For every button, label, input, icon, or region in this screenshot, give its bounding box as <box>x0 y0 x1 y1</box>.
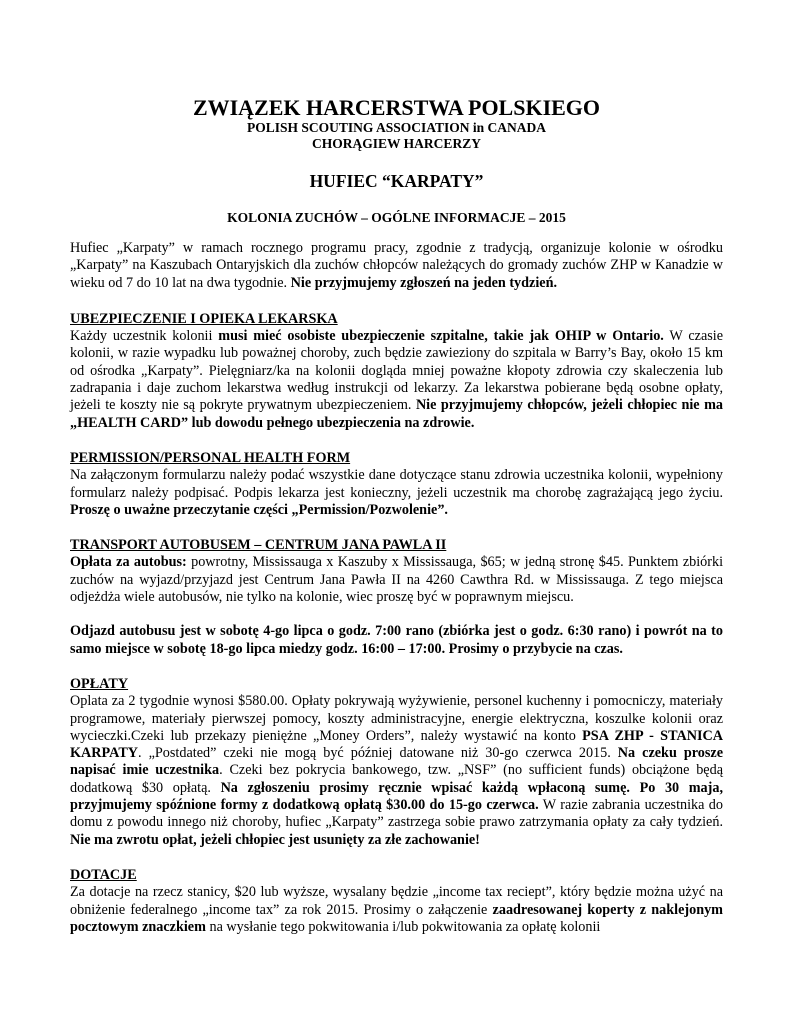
intro-text: Hufiec „Karpaty” w ramach rocznego programu pracy, zgodnie z tradycją, organizuje kolonie w ośrodku „Karpaty” na Kaszubach Ontaryjskich dla zuchów chłopców należących do gromady zuchów ZHP w Kanadzie w wieku od 7 do 10 lat na dwa tygodnie. <box>70 240 723 291</box>
insurance-text-1: Każdy uczestnik kolonii <box>70 328 219 345</box>
fees-bold-2: Na czeku prosze napisać imie uczestnika <box>70 745 723 779</box>
transport-paragraph <box>70 554 723 606</box>
permission-paragraph <box>70 467 723 519</box>
fees-text-2: . „Postdated” czeki nie mogą być później datowane niż 30-go czerwca 2015. <box>138 745 618 762</box>
permission-heading: PERMISSION/PERSONAL HEALTH FORM <box>70 449 351 466</box>
donations-paragraph <box>70 884 723 936</box>
transport-schedule: Odjazd autobusu jest w sobotę 4-go lipca o godz. 7:00 rano (zbiórka jest o godz. 6:30 rano) i powrót na to samo miejsce w sobotę 18-go lipca miedzy godz. 16:00 – 17:00. Prosimy o przybycie na czas. <box>70 623 723 657</box>
insurance-section <box>70 310 723 432</box>
fees-bold-3: Na zgłoszeniu prosimy ręcznie wpisać każdą wpłaconą sumę. Po 30 maja, przyjmujemy spóźnione formy z dodatkową opłatą $30.00 do 15-go czerwca. <box>70 779 724 814</box>
insurance-bold-2: Nie przyjmujemy chłopców, jeżeli chłopiec nie ma „HEALTH CARD” lub dowodu pełnego ubezpieczenia na zdrowie. <box>70 397 723 431</box>
kolonia-title: KOLONIA ZUCHÓW – OGÓLNE INFORMACJE – 2015 <box>227 210 566 225</box>
fees-bold-4: Nie ma zwrotu opłat, jeżeli chłopiec jest usunięty za złe zachowanie! <box>70 831 480 848</box>
organization-subtitle-choragiew: CHORĄGIEW HARCERZY <box>312 136 481 151</box>
intro-paragraph <box>70 240 723 292</box>
donations-heading: DOTACJE <box>70 866 137 883</box>
fees-text-3: . Czeki bez pokrycia bankowego, tzw. „NSF” (no sufficient funds) obciążone będą dodatkową $30 opłatą. <box>70 762 723 796</box>
transport-schedule-paragraph <box>70 623 723 658</box>
intro-bold-note: Nie przyjmujemy zgłoszeń na jeden tydzień. <box>290 274 558 291</box>
donations-text-1: Za dotacje na rzecz stanicy, $20 lub wyższe, wysalany będzie „income tax reciept”, który będzie można użyć na obniżenie federalnego „income tax” za rok 2015. Prosimy o załączenie <box>70 884 723 918</box>
fees-paragraph <box>70 693 723 849</box>
transport-section <box>70 536 723 658</box>
hufiec-title: HUFIEC “KARPATY” <box>309 171 484 191</box>
transport-heading: TRANSPORT AUTOBUSEM – CENTRUM JANA PAWLA II <box>70 537 447 554</box>
donations-text-2: na wysłanie tego pokwitowania i/lub pokwitowania za opłatę kolonii <box>205 918 601 935</box>
transport-text-1: powrotny, Mississauga x Kaszuby x Mississauga, $65; w jedną stronę $45. Punktem zbiórki zuchów na wyjazd/przyjazd jest Centrum Jana Pawła II na 4260 Cawthra Rd. w Mississauga. Z tego miejsca odjeżdża wiele autobusów, nie tylko na kolonie, wiec proszę być w poprawnym miejscu. <box>70 554 724 606</box>
insurance-bold-1: musi mieć osobiste ubezpieczenie szpitalne, takie jak OHIP w Ontario. <box>218 328 664 345</box>
insurance-text-2: W czasie kolonii, w razie wypadku lub poważnej choroby, zuch będzie zawieziony do szpitala w Barry’s Bay, około 15 km od ośrodka „Karpaty”. Pielęgniarz/ka na kolonii dogląda mniej poważne kłopoty zdrowia czy skaleczenia lub zadrapania i daje zuchom lekarstwa według instrukcji od lekarzy. Za lekarstwa pobierane będą osobne opłaty, jeżeli te koszty nie są pokryte prywatnym ubezpieczeniem. <box>70 328 723 414</box>
permission-bold-1: Proszę o uważne przeczytanie części „Permission/Pozwolenie”. <box>70 501 448 518</box>
fees-bold-1: PSA ZHP - STANICA KARPATY <box>70 727 723 762</box>
permission-text-1: Na załączonym formularzu należy podać wszystkie dane dotyczące stanu zdrowia uczestnika kolonii, wypełniony formularz należy podpisać. Podpis lekarza jest konieczny, jeżeli uczestnik ma chorobę zagrażającą jego życiu. <box>70 467 723 501</box>
donations-bold-1: zaadresowanej koperty z naklejonym pocztowym znaczkiem <box>70 901 724 935</box>
organization-subtitle-english: POLISH SCOUTING ASSOCIATION in CANADA <box>246 120 547 135</box>
insurance-paragraph <box>70 328 723 432</box>
organization-title: ZWIĄZEK HARCERSTWA POLSKIEGO <box>192 95 601 120</box>
fees-text-1: Oplata za 2 tygodnie wynosi $580.00. Opłaty pokrywają wyżywienie, personel kuchenny i pomocniczy, materiały programowe, materiały pierwszej pomocy, koszty administracyjne, energie elektryczna, koszulke kolonii oraz wycieczki.Czeki lub przekazy pieniężne „Money Orders”, należy wystawić na konto <box>70 693 723 744</box>
transport-bold-1: Opłata za autobus: <box>70 554 187 571</box>
insurance-heading: UBEZPIECZENIE I OPIEKA LEKARSKA <box>70 310 338 327</box>
fees-text-4: W razie zabrania uczestnika do domu z powodu innego niż choroby, hufiec „Karpaty” zastrzega sobie prawo zatrzymania opłaty za cały tydzień. <box>70 797 723 831</box>
donations-section <box>70 866 723 936</box>
fees-heading: OPŁATY <box>70 675 129 692</box>
fees-section <box>70 675 723 849</box>
permission-section <box>70 449 723 519</box>
